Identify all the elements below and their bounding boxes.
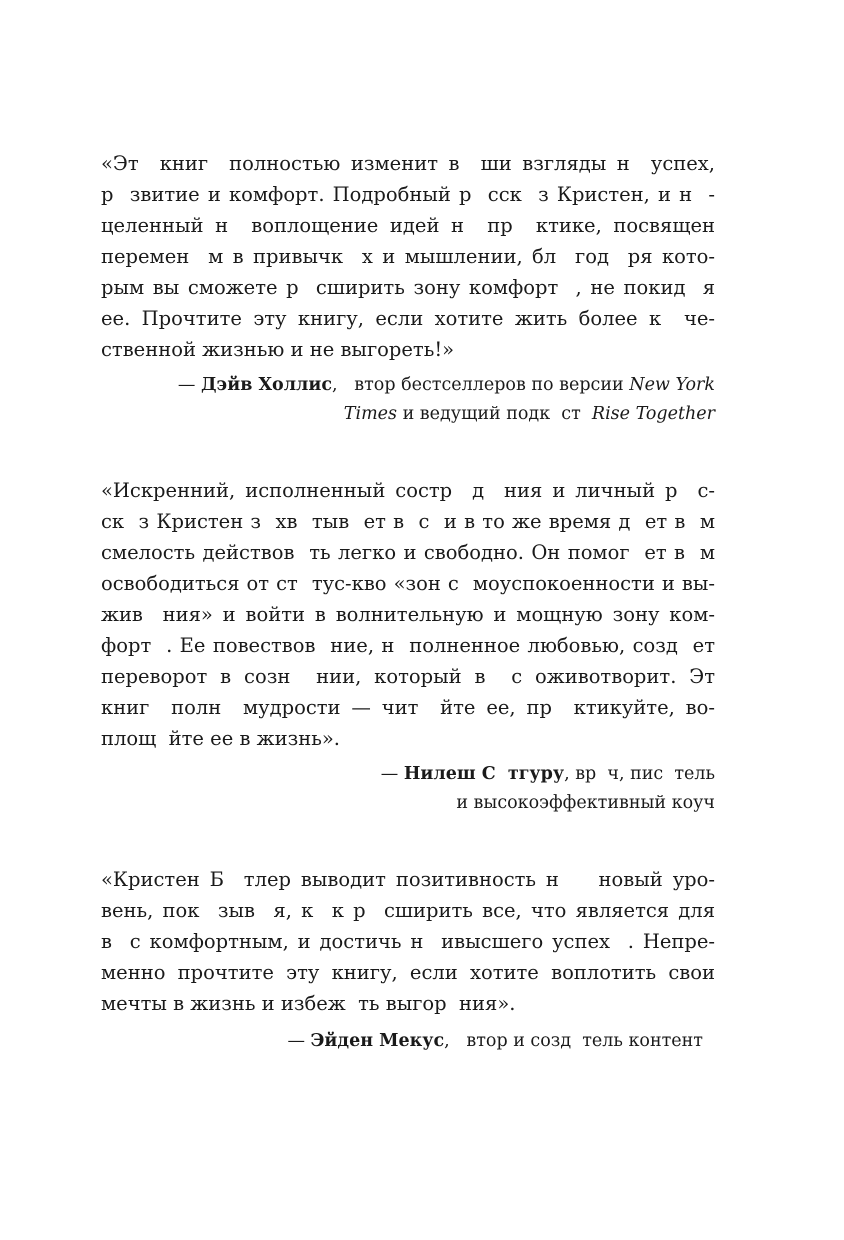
attribution-role: и ведущий подк ст	[397, 404, 592, 424]
blurb-hollis	[101, 148, 715, 429]
quote-line: переворот в созн нии, который в с оживотворит. Эт	[101, 665, 715, 688]
quote-line: «Эт книг полностью изменит в ши взгляды н успех,	[101, 152, 715, 175]
blurb-mekus	[101, 864, 715, 1056]
quote-line: перемен м в привычк х и мышлении, бл год ря кото-	[101, 245, 715, 268]
attribution-name: Дэйв Холлис	[201, 375, 333, 395]
attribution-dash: —	[177, 375, 201, 395]
quote-line: ск з Кристен з хв тыв ет в с и в то же время д ет в м	[101, 510, 715, 533]
quote-line: смелость действов ть легко и свободно. Он помог ет в м	[101, 541, 715, 564]
quote-line: площ йте ее в жизнь».	[101, 727, 340, 750]
quote-line: книг полн мудрости — чит йте ее, пр ктикуйте, во-	[101, 696, 715, 719]
quote-line: жив ния» и войти в волнительную и мощную зону ком-	[101, 603, 715, 626]
quote-line: менно прочтите эту книгу, если хотите воплотить свои	[101, 961, 715, 984]
quote-line: вень, пок зыв я, к к р сширить все, что является для	[101, 899, 715, 922]
spacer	[101, 818, 715, 864]
attribution-podcast: Rise Together	[591, 404, 715, 424]
quote-line: целенный н воплощение идей н пр ктике, посвящен	[101, 214, 715, 237]
attribution-name: Нилеш С тгуру	[403, 764, 565, 784]
quote-line: «Кристен Б тлер выводит позитивность н новый уро-	[101, 868, 715, 891]
attribution-publication: New York	[629, 375, 715, 395]
quote-line: освободиться от ст тус-кво «зон с моуспокоенности и вы-	[101, 572, 715, 595]
quote-line: форт . Ее повествов ние, н полненное любовью, созд ет	[101, 634, 715, 657]
quote-line: мечты в жизнь и избеж ть выгор ния».	[101, 992, 516, 1015]
quote-line: «Искренний, исполненный состр д ния и личный р с-	[101, 479, 715, 502]
attribution-role: , вр ч, пис тель	[564, 764, 715, 784]
quote-line: рым вы сможете р сширить зону комфорт , не покид я	[101, 276, 715, 299]
attribution-continued	[101, 400, 715, 429]
attribution-role: , втор и созд тель контент	[444, 1031, 703, 1051]
attribution	[101, 1027, 715, 1056]
attribution-dash: —	[380, 764, 404, 784]
attribution-role: , втор бестселлеров по версии	[332, 375, 630, 395]
praise-page	[101, 148, 715, 1056]
attribution-name: Эйден Мекус	[310, 1031, 445, 1051]
quote-line: р звитие и комфорт. Подробный р сск з Кристен, и н -	[101, 183, 715, 206]
attribution	[101, 760, 715, 789]
quote-line: ственной жизнью и не выгореть!»	[101, 338, 455, 361]
quote-line: ее. Прочтите эту книгу, если хотите жить более к че-	[101, 307, 715, 330]
quote-line: в с комфортным, и достичь н ивысшего успех . Непре-	[101, 930, 715, 953]
spacer	[101, 429, 715, 475]
attribution-publication: Times	[343, 404, 397, 424]
attribution-continued: и высокоэффективный коуч	[456, 793, 715, 813]
attribution-dash: —	[287, 1031, 311, 1051]
attribution	[101, 371, 715, 400]
blurb-satguru	[101, 475, 715, 818]
